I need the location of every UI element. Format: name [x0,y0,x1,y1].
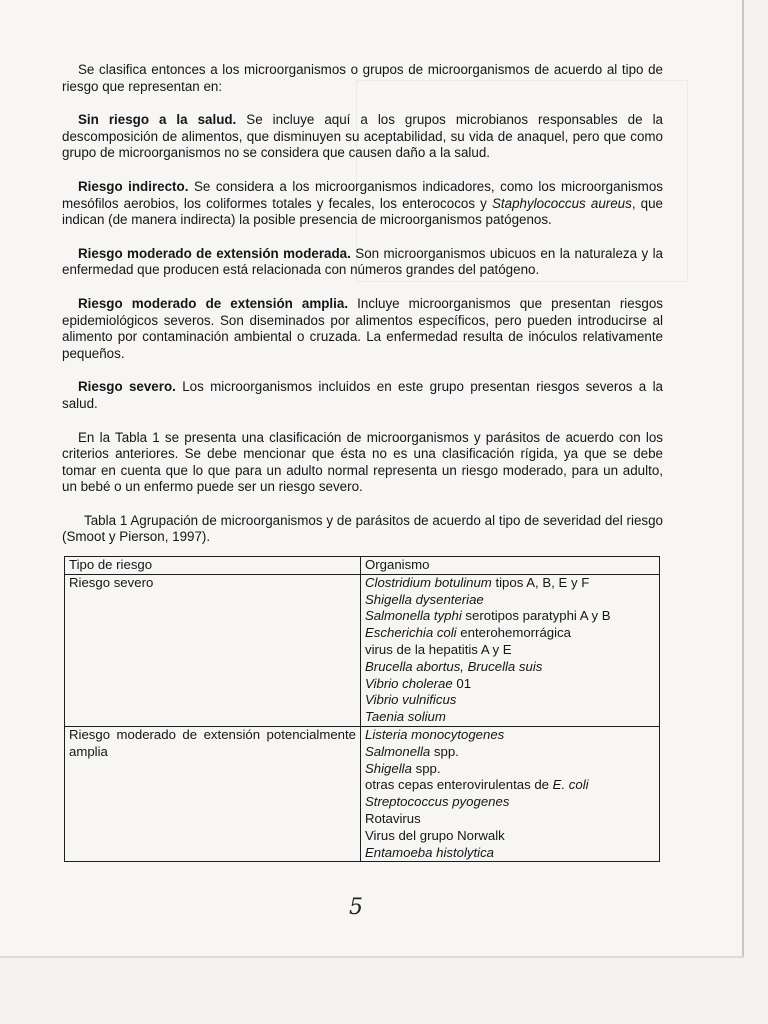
organism-entry [365,642,655,659]
category-text: Se incluye aquí a los grupos microbianos responsables de la descomposición de alimentos, que disminuyen su aceptabilidad, su vida de anaquel, pero que como grupo de microorganismos no se considera que causen daño a la salud. [62,112,663,161]
category-term: Sin riesgo a la salud. [78,112,237,128]
organism-entry [365,659,655,676]
organism-species: E. coli [552,777,589,793]
risk-type-cell: Riesgo severo [65,574,361,726]
organism-detail: otras cepas enterovirulentas de [365,777,553,793]
organism-entry [365,727,655,744]
page-number: 5 [349,895,363,920]
table-row [65,727,660,862]
organism-species: Salmonella [365,743,431,759]
page-edge [742,0,744,958]
category-text: Se considera a los microorganismos indicadores, como los microorganismos mesófilos aerobios, los coliformes totales y fecales, los enterococos y [62,178,663,211]
organism-species: Escherichia coli [365,625,457,641]
organism-entry [365,625,655,642]
risk-type-cell: Riesgo moderado de extensión potencialmente amplia [65,727,361,862]
category-text: Los microorganismos incluidos en este grupo presentan riesgos severos a la salud. [62,379,663,411]
table-header-row [65,557,660,575]
organism-entry [365,709,655,726]
category-text: Incluye microorganismos que presentan riesgos epidemiológicos severos. Son diseminados por alimentos específicos, pero pueden introducirse al alimento por contaminación ambiental o cruzada. La enfermedad resulta de inóculos relativamente pequeños. [62,295,663,361]
category-moderate-wide-risk [62,296,663,362]
table-caption: Tabla 1 Agrupación de microorganismos y de parásitos de acuerdo al tipo de severidad del riesgo (Smoot y Pierson, 1997). [62,512,663,545]
category-text: Son microorganismos ubicuos en la naturaleza y la enfermedad que producen está relacionada con números grandes del patógeno. [62,245,663,278]
organism-cell [361,574,660,726]
category-severe-risk [62,379,663,412]
organism-species: Vibrio vulnificus [365,692,457,708]
organism-detail: virus de la hepatitis A y E [365,642,512,658]
organism-entry [365,744,655,761]
category-term: Riesgo severo. [78,379,176,395]
organism-species: Taenia solium [365,709,446,725]
column-header: Tipo de riesgo [65,557,361,575]
category-no-risk [62,112,663,162]
organism-entry [365,608,655,625]
page-bottom-edge [0,956,744,958]
organism-entry [365,794,655,811]
organism-entry [365,575,655,592]
organism-entry [365,811,655,828]
organism-detail: serotipos paratyphi A y B [461,608,611,624]
organism-entry [365,592,655,609]
organism-cell [361,727,660,862]
organism-entry [365,676,655,693]
column-header: Organismo [361,557,660,575]
organism-entry [365,828,655,845]
organism-detail: Rotavirus [365,811,421,827]
organism-entry [365,761,655,778]
document-body [62,62,663,862]
category-term: Riesgo indirecto. [78,178,189,194]
category-text-after: , que indican (de manera indirecta) la posible presencia de microorganismos patógenos. [62,195,663,228]
category-italic-species: Staphylococcus aureus [491,195,632,211]
organism-detail: tipos A, B, E y F [491,574,590,590]
table-row [65,574,660,726]
organism-detail: Virus del grupo Norwalk [365,827,505,843]
intro-paragraph: Se clasifica entonces a los microorganismos o grupos de microorganismos de acuerdo al tipo de riesgo que representan en: [62,62,663,94]
organism-species: Salmonella typhi [365,608,462,624]
organism-detail: 01 [452,675,472,691]
closing-paragraph: En la Tabla 1 se presenta una clasificación de microorganismos y parásitos de acuerdo con los criterios anteriores. Se debe mencionar que ésta no es una clasificación rígida, ya que se debe tomar en cuenta que lo que para un adulto normal representa un riesgo moderado, para un adulto, un bebé o un enfermo puede ser un riesgo severo. [62,429,663,495]
organism-species: Shigella [365,760,412,776]
organism-detail: spp. [411,760,441,776]
organism-detail: enterohemorrágica [456,625,571,641]
organism-species: Clostridium botulinum [365,574,492,590]
risk-table [64,556,660,862]
organism-entry [365,845,655,862]
organism-entry [365,692,655,709]
organism-species: Vibrio cholerae [365,675,453,691]
organism-species: Entamoeba histolytica [365,844,495,860]
organism-detail: spp. [430,743,459,759]
organism-species: Brucella abortus, Brucella suis [365,658,543,674]
organism-species: Streptococcus pyogenes [365,794,510,810]
category-term: Riesgo moderado de extensión amplia. [78,295,349,311]
category-moderate-risk [62,246,663,279]
category-term: Riesgo moderado de extensión moderada. [78,245,351,261]
organism-entry [365,777,655,794]
organism-species: Listeria monocytogenes [365,727,505,743]
category-indirect-risk [62,179,663,229]
organism-species: Shigella dysenteriae [365,591,484,607]
